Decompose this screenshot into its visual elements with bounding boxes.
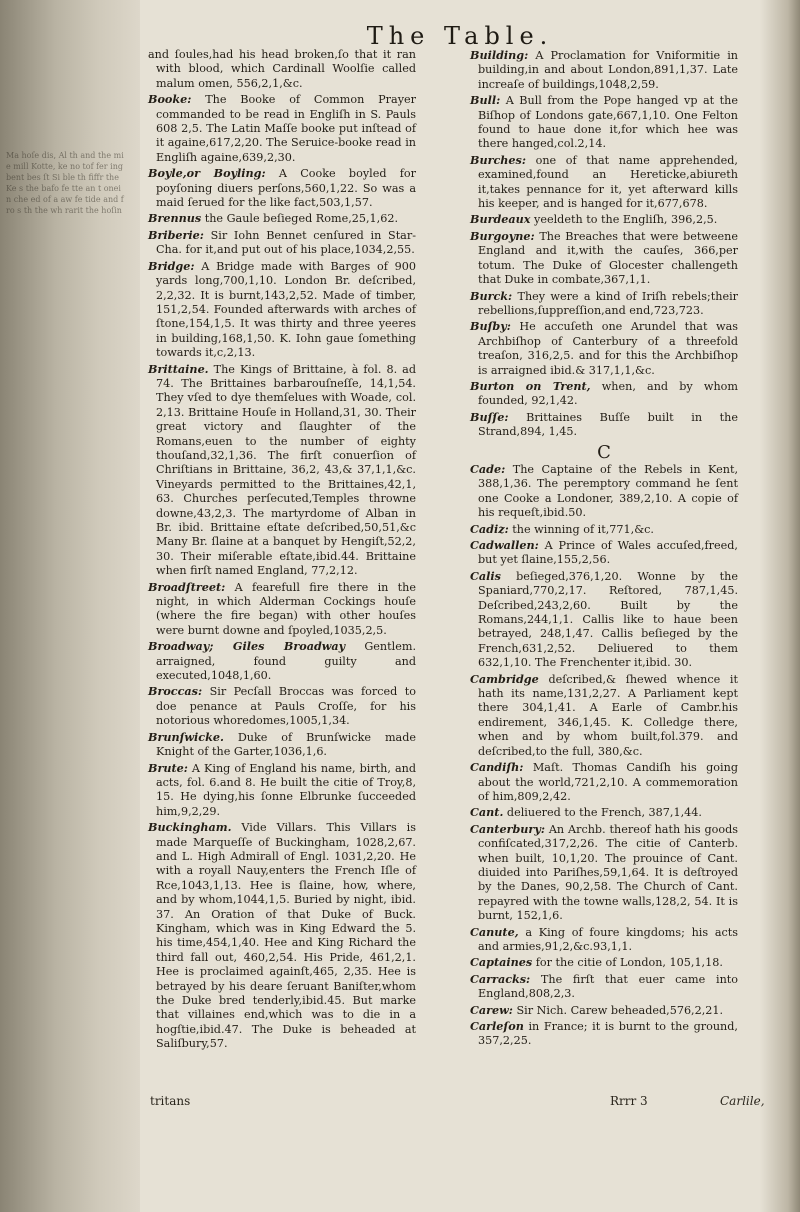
- entry-text: Sir Pecſall Broccas was forced to doe penance at Pauls Croſſe, for his notorious whoredomes,1005,1,34.: [156, 685, 416, 728]
- index-entry: [470, 925, 738, 955]
- entry-text: He accuſeth one Arundel that was Archbiſhop of Canterbury of a threefold treaſon, 316,2,5. and for this the Archbiſhop is arraigned ibid.& 317,1,1,&c.: [478, 320, 738, 377]
- right-column: [470, 48, 738, 1050]
- entry-heading: Captaines: [470, 955, 533, 970]
- index-entry: [470, 538, 738, 568]
- entry-text: They were a kind of Iriſh rebels;their rebellions,ſuppreſſion,and end,723,723.: [478, 289, 738, 317]
- entry-heading: Burton on Trent,: [470, 378, 591, 393]
- entry-heading: Carracks:: [470, 971, 531, 986]
- index-entry: [148, 48, 416, 91]
- index-entry: [470, 1003, 738, 1018]
- entry-heading: Briberie:: [148, 227, 204, 242]
- index-entry: [148, 166, 416, 210]
- entry-heading: Building:: [470, 48, 529, 62]
- entry-text: A Prince of Wales accuſed,freed, but yet ſlaine,155,2,56.: [478, 539, 738, 567]
- index-entry: [148, 684, 416, 728]
- entry-text: a King of foure kingdoms; his acts and armies,91,2,&c.93,1,1.: [478, 925, 738, 953]
- index-entry: [470, 379, 738, 409]
- entry-heading: Cambridge: [470, 671, 539, 686]
- entry-text: deſcribed,& ſhewed whence it hath its name,131,2,27. A Parliament kept there 304,1,41. A Earle of Cambr.his endirement, 346,1,45. K. Colledge there, when and by whom built,fol.379. and deſcribed,to the full, 380,&c.: [478, 672, 738, 758]
- index-entry: [470, 569, 738, 671]
- index-entry: [470, 972, 738, 1002]
- entry-text: A Bridge made with Barges of 900 yards long,700,1,10. London Br. deſcribed, 2,2,32. It is burnt,143,2,52. Made of timber, 151,2,54. Founded afterwards with arches of ſtone,154,1,5. It was thirty and three yeeres in building,168,1,50. K. Iohn gaue ſomething towards it,c,2,13.: [156, 259, 416, 360]
- index-entry: [470, 522, 738, 537]
- entry-text: An Archb. thereof hath his goods confiſcated,317,2,26. The citie of Canterb. when built, 10,1,20. The prouince of Cant. diuided into Pariſhes,59,1,64. It is deſtroyed by the Danes, 90,2,58. The Church of Cant. repayred with the towne walls,128,2, 54. It is burnt, 152,1,6.: [478, 822, 738, 923]
- index-entry: [470, 822, 738, 924]
- index-entry: [148, 259, 416, 361]
- index-entry: [470, 319, 738, 378]
- footer-left: tritans: [150, 1094, 191, 1108]
- entry-heading: Burdeaux: [470, 212, 531, 227]
- entry-text: Duke of Brunſwicke made Knight of the Garter,1036,1,6.: [156, 730, 416, 759]
- entry-text: Sir Iohn Bennet cenſured in Star-Cha. for it,and put out of his place,1034,2,55.: [156, 228, 416, 257]
- entry-text: A Cooke boyled for poyſoning diuers perſons,560,1,22. So was a maid ſerued for the like fact,503,1,57.: [156, 167, 416, 210]
- index-entry: [470, 410, 738, 440]
- left-column: [148, 48, 416, 1053]
- gutter-text: Ma hoſe dis, Al th and the mie mill Kotte, ke no tof fer ing bent bes ſt Si ble th fiffr the Ke s the bafo fe tte an t onein che ed of a aw fe tide and fro s th the wh rarit the hoſin: [6, 151, 124, 215]
- index-entry: [470, 760, 738, 804]
- entry-text: for the citie of London, 105,1,18.: [535, 956, 723, 970]
- entry-text: Vide Villars. This Villars is made Marqueſſe of Buckingham, 1028,2,67. and L. High Admirall of Engl. 1031,2,20. He with a royall Nauy,enters the French Iſle of Rce,1043,1,13. Hee is ſlaine, how, where, and by whom,1044,1,5. Buried by night, ibid. 37. An Oration of that Duke of Buck. Kingham, which was in King Edward the 5. his time,454,1,40. Hee and King Richard the third fall out, 460,2,54. His Pride, 461,2,1. Hee is proclaimed againſt,465, 2,35. Hee is betrayed by his deare ſeruant Baniſter,whom the Duke bred tenderly,ibid.45. But marke that villaines end,which was to die in a hogſtie,ibid.47. The Duke is beheaded at Saliſbury,57.: [156, 821, 416, 1051]
- entry-text: A fearefull fire there in the night, in which Alderman Cockings houſe (where the fire began) with other houſes were burnt downe and ſpoyled,1035,2,5.: [156, 580, 417, 637]
- entry-heading: Canterbury:: [470, 821, 545, 836]
- entry-heading: Carew:: [470, 1002, 513, 1017]
- entry-text: and ſoules,had his head broken,ſo that it ran with blood, which Cardinall Woolſie called malum omen, 556,2,1,&c.: [148, 48, 416, 90]
- index-entry: [470, 48, 738, 92]
- entry-text: Gentlem. arraigned, found guilty and executed,1048,1,60.: [156, 640, 416, 683]
- index-entry: [148, 362, 416, 579]
- entry-heading: Burgoyne:: [470, 228, 535, 243]
- entry-heading: Bridge:: [148, 258, 195, 273]
- entry-heading: Cant.: [470, 805, 504, 820]
- entry-text: when, and by whom founded, 92,1,42.: [478, 379, 738, 408]
- page-title: The Table.: [366, 22, 554, 50]
- index-entry: [470, 212, 738, 227]
- index-entry: [148, 92, 416, 165]
- entry-heading: Broccas:: [148, 684, 203, 699]
- index-entry: [470, 229, 738, 288]
- entry-text: A King of England his name, birth, and acts, fol. 6.and 8. He built the citie of Troy,8, 15. He dying,his ſonne Elbrunke ſucceeded him,9,2,29.: [156, 761, 416, 818]
- section-letter: C: [597, 441, 611, 463]
- entry-heading: Burches:: [470, 152, 526, 167]
- signature-mark: Rrrr 3: [610, 1094, 648, 1108]
- entry-text: one of that name apprehended, examined,found an Hereticke,abiureth it,takes pennance for it, yet afterward kills his keeper, and is hanged for it,677,678.: [478, 153, 738, 211]
- entry-heading: Buſby:: [470, 319, 511, 334]
- entry-heading: Boyle,or Boyling:: [148, 166, 266, 181]
- facing-page-gutter: [0, 0, 140, 1212]
- entry-text: The Kings of Brittaine, à fol. 8. ad 74. The Brittaines barbarouſneſſe, 14,1,54. They vſed to dye themſelues with Woade, col. 2,13. Brittaine Houſe in Holland,31, 30. Their great victory and ſlaughter of the Romans,euen to the number of eighty thouſand,32,1,36. The firſt conuerſion of Chriſtians in Brittaine, 36,2, 43,& 37,1,1,&c. Vineyards permitted to the Brittaines,42,1, 63. Churches perſecuted,Temples throwne downe,43,2,3. The martyrdome of Alban in Br. ibid. Brittaine eſtate deſcribed,50,51,&c Many Br. ſlaine at a banquet by Hengiſt,52,2, 30. Their miſerable eſtate,ibid.44. Brittaine when firſt named England, 77,2,12.: [156, 362, 416, 578]
- entry-text: The Captaine of the Rebels in Kent, 388,1,36. The peremptory command he ſent one Cooke a Londoner, 389,2,10. A copie of his requeſt,ibid.50.: [478, 462, 738, 520]
- entry-heading: Broadſtreet:: [148, 579, 226, 594]
- index-entry: [470, 289, 738, 319]
- entry-heading: Carleſon: [470, 1019, 524, 1033]
- entry-heading: Bull:: [470, 93, 501, 108]
- entry-text: beſieged,376,1,20. Wonne by the Spaniard,770,2,17. Reſtored, 787,1,45. Deſcribed,243,2,60. Built by the Romans,244,1,1. Callis like to haue been betrayed, 248,1,47. Callis beſieged by the French,631,2,52. Deliuered to them 632,1,10. The Frenchenter it,ibid. 30.: [478, 569, 738, 670]
- index-entry: [148, 580, 416, 639]
- entry-heading: Brute:: [148, 760, 188, 775]
- entry-text: the winning of it,771,&c.: [512, 522, 654, 536]
- catchword: Carlile,: [720, 1094, 765, 1108]
- entry-text: The Breaches that were betweene England and it,with the cauſes, 366,per totum. The Duke of Glocester challengeth that Duke in combate,367,1,1.: [478, 229, 738, 287]
- entry-heading: Cade:: [470, 461, 506, 476]
- entry-text: The Booke of Common Prayer commanded to be read in Engliſh in S. Pauls 608 2,5. The Latin Maſſe booke put inſtead of it againe,617,2,20. The Seruice-booke read in Engliſh againe,639,2,30.: [156, 93, 416, 164]
- index-entry: [470, 805, 738, 820]
- entry-text: in France; it is burnt to the ground, 357,2,25.: [478, 1020, 738, 1048]
- entry-heading: Brittaine.: [148, 361, 209, 376]
- entry-heading: Canute,: [470, 924, 519, 939]
- entry-heading: Booke:: [148, 92, 192, 107]
- index-entry: [470, 955, 738, 970]
- entry-heading: Candiſh:: [470, 760, 524, 775]
- entry-text: The firſt that euer came into England,808,2,3.: [478, 972, 739, 1001]
- index-entry: [470, 672, 738, 759]
- entry-heading: Brunſwicke.: [148, 729, 224, 744]
- entry-heading: Brennus: [148, 211, 202, 226]
- index-entry: [148, 211, 416, 226]
- index-entry: [148, 761, 416, 820]
- entry-text: Sir Nich. Carew beheaded,576,2,21.: [516, 1003, 724, 1017]
- entry-text: deliuered to the French, 387,1,44.: [506, 806, 702, 820]
- index-entry: [470, 153, 738, 212]
- entry-heading: Cadiz:: [470, 521, 509, 536]
- entry-heading: Broadway; Giles Broadway: [148, 639, 346, 654]
- index-entry: [470, 1019, 738, 1049]
- entry-heading: Calis: [470, 568, 501, 583]
- entry-text: Maſt. Thomas Candiſh his going about the world,721,2,10. A commemoration of him,809,2,42.: [478, 761, 738, 803]
- index-entry: [148, 228, 416, 258]
- entry-text: A Bull from the Pope hanged vp at the Biſhop of Londons gate,667,1,10. One Felton found to haue done it,for which hee was there hanged,col.2,14.: [478, 94, 738, 151]
- entry-heading: Cadwallen:: [470, 538, 539, 552]
- entry-heading: Burck:: [470, 288, 513, 303]
- entry-text: the Gaule beſieged Rome,25,1,62.: [204, 212, 399, 226]
- entry-text: A Proclamation for Vniformitie in building,in and about London,891,1,37. Late increaſe of buildings,1048,2,59.: [478, 49, 738, 91]
- page: [140, 0, 800, 1212]
- entry-text: Brittaines Buſſe built in the Strand,894, 1,45.: [478, 410, 738, 439]
- index-entry: [148, 730, 416, 760]
- index-entry: [148, 820, 416, 1052]
- entry-text: yeeldeth to the Engliſh, 396,2,5.: [534, 213, 718, 227]
- entry-heading: Buckingham.: [148, 820, 232, 835]
- index-entry: [148, 639, 416, 683]
- entry-heading: Buſſe:: [470, 409, 509, 424]
- index-entry: [470, 93, 738, 152]
- page-edge: [760, 0, 800, 1212]
- index-entry: [470, 462, 738, 521]
